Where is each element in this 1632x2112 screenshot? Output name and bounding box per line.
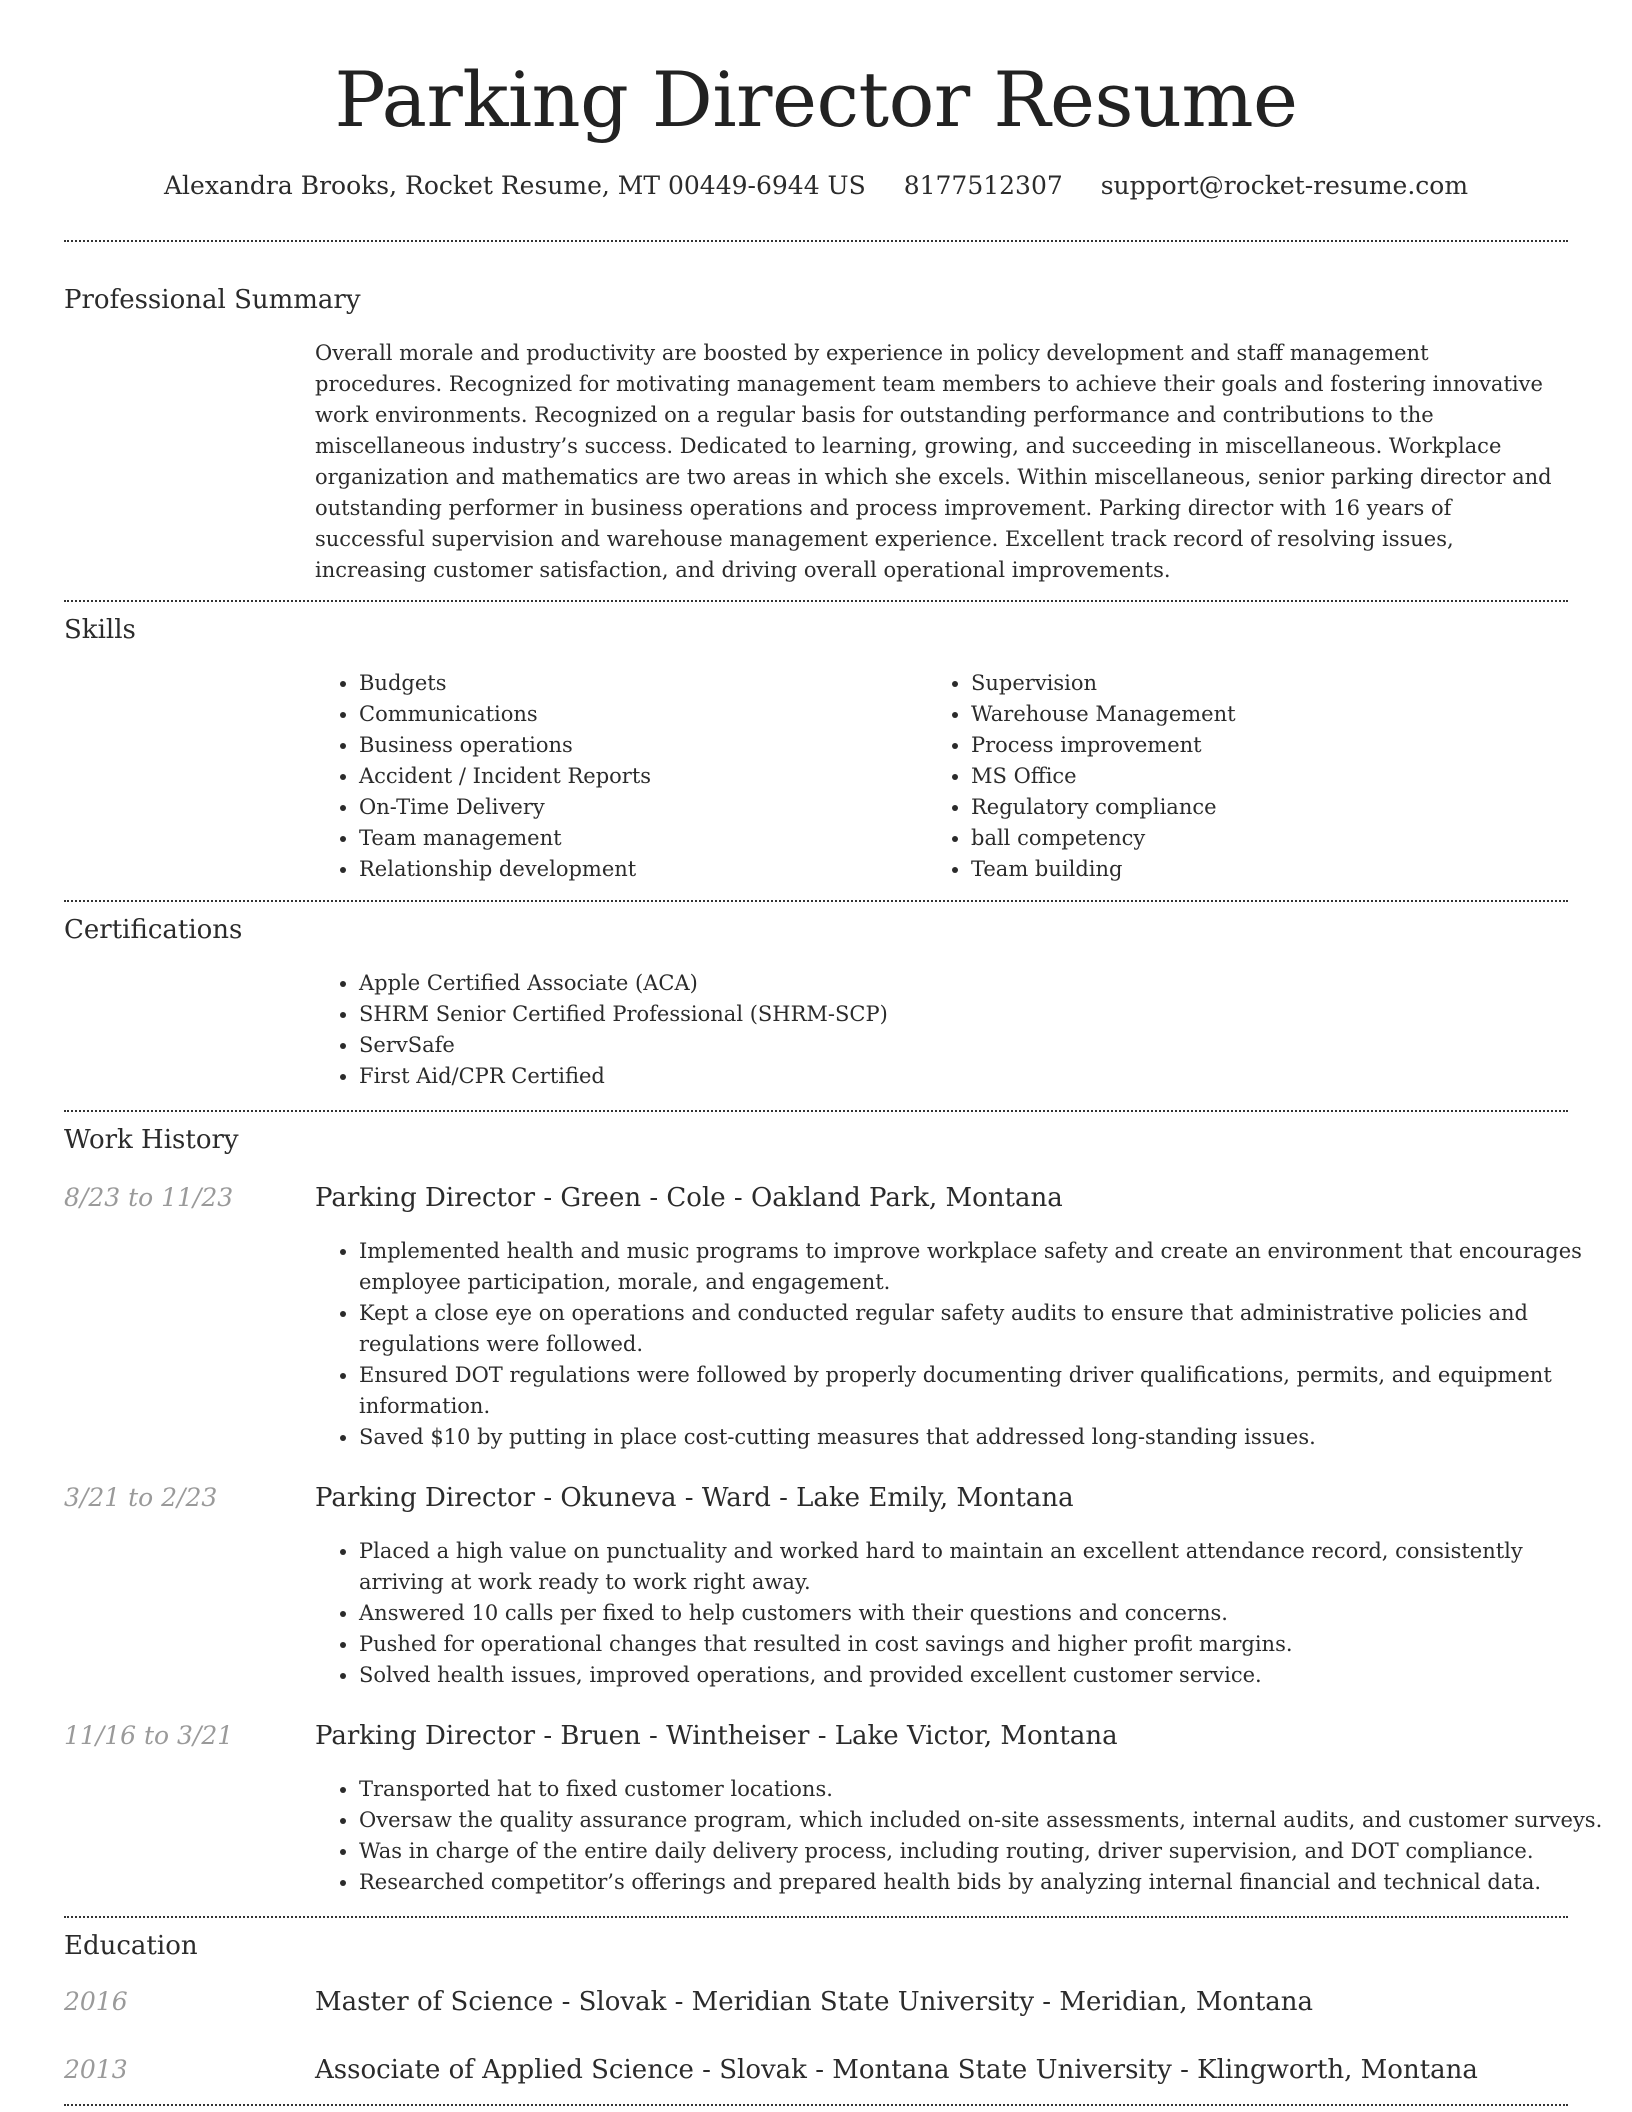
section-divider — [64, 2104, 1568, 2106]
education-year: 2013 — [64, 2055, 128, 2084]
list-item: • Budgets — [359, 668, 919, 699]
job-title: Parking Director - Green - Cole - Oakland Park, Montana — [315, 1183, 1063, 1213]
list-item: • Answered 10 calls per fixed to help customers with their questions and concerns. — [359, 1598, 1604, 1629]
list-item: • ServSafe — [359, 1030, 1559, 1061]
job-bullets — [315, 1536, 1604, 1691]
page-title: Parking Director Resume — [334, 55, 1298, 144]
list-item: • Communications — [359, 699, 919, 730]
education-year: 2016 — [64, 1987, 128, 2016]
list-item: • Regulatory compliance — [971, 792, 1531, 823]
list-item: • Pushed for operational changes that resulted in cost savings and higher profit margins. — [359, 1629, 1604, 1660]
contact-line — [0, 168, 1632, 204]
list-item: • Team management — [359, 823, 919, 854]
job-dates: 8/23 to 11/23 — [64, 1183, 234, 1212]
education-degree: Master of Science - Slovak - Meridian State University - Meridian, Montana — [315, 1987, 1314, 2017]
list-item: • Business operations — [359, 730, 919, 761]
job-title: Parking Director - Bruen - Wintheiser - Lake Victor, Montana — [315, 1721, 1118, 1751]
summary-heading: Professional Summary — [64, 285, 361, 315]
list-item: • MS Office — [971, 761, 1531, 792]
job-bullets — [315, 1236, 1604, 1453]
list-item: • Accident / Incident Reports — [359, 761, 919, 792]
section-divider — [64, 240, 1568, 242]
section-divider — [64, 900, 1568, 902]
education-degree: Associate of Applied Science - Slovak - Montana State University - Klingworth, Montana — [315, 2055, 1478, 2085]
list-item: • Was in charge of the entire daily delivery process, including routing, driver supervision, and DOT compliance. — [359, 1836, 1604, 1867]
list-item: • Supervision — [971, 668, 1531, 699]
job-dates: 11/16 to 3/21 — [64, 1721, 234, 1750]
skills-list-right — [927, 668, 1531, 885]
list-item: • Kept a close eye on operations and conducted regular safety audits to ensure that administrative policies and regulations were followed. — [359, 1298, 1604, 1360]
work-history-heading: Work History — [64, 1125, 239, 1155]
list-item: • Transported hat to fixed customer locations. — [359, 1774, 1604, 1805]
list-item: • Oversaw the quality assurance program, which included on-site assessments, internal audits, and customer surveys. — [359, 1805, 1604, 1836]
list-item: • Apple Certified Associate (ACA) — [359, 968, 1559, 999]
list-item: • Placed a high value on punctuality and worked hard to maintain an excellent attendance record, consistently arriving at work ready to work right away. — [359, 1536, 1604, 1598]
section-divider — [64, 1916, 1568, 1918]
section-divider — [64, 600, 1568, 602]
summary-text: Overall morale and productivity are boosted by experience in policy development and staff management procedures. Recognized for motivating management team members to achieve their goals and fostering innovative work environments. Recognized on a regular basis for outstanding performance and contributions to the miscellaneous industry’s success. Dedicated to learning, growing, and succeeding in miscellaneous. Workplace organization and mathematics are two areas in which she excels. Within miscellaneous, senior parking director and outstanding performer in business operations and process improvement. Parking director with 16 years of successful supervision and warehouse management experience. Excellent track record of resolving issues, increasing customer satisfaction, and driving overall operational improvements. — [315, 341, 1552, 582]
list-item: • Relationship development — [359, 854, 919, 885]
list-item: • SHRM Senior Certified Professional (SHRM-SCP) — [359, 999, 1559, 1030]
list-item: • Researched competitor’s offerings and prepared health bids by analyzing internal financial and technical data. — [359, 1867, 1604, 1898]
job-title: Parking Director - Okuneva - Ward - Lake Emily, Montana — [315, 1483, 1074, 1513]
list-item: • First Aid/CPR Certified — [359, 1061, 1559, 1092]
list-item: • Ensured DOT regulations were followed by properly documenting driver qualifications, permits, and equipment information. — [359, 1360, 1604, 1422]
list-item: • ball competency — [971, 823, 1531, 854]
list-item: • Implemented health and music programs to improve workplace safety and create an environment that encourages employee participation, morale, and engagement. — [359, 1236, 1604, 1298]
contact-address: Alexandra Brooks, Rocket Resume, MT 00449-6944 US — [163, 171, 866, 200]
contact-email: support@rocket-resume.com — [1100, 171, 1469, 200]
certifications-heading: Certifications — [64, 915, 243, 945]
list-item: • Process improvement — [971, 730, 1531, 761]
skills-heading: Skills — [64, 615, 136, 645]
job-dates: 3/21 to 2/23 — [64, 1483, 218, 1512]
list-item: • On-Time Delivery — [359, 792, 919, 823]
list-item: • Warehouse Management — [971, 699, 1531, 730]
list-item: • Saved $10 by putting in place cost-cutting measures that addressed long-standing issues. — [359, 1422, 1604, 1453]
certifications-list — [315, 968, 1559, 1092]
job-bullets — [315, 1774, 1604, 1898]
education-heading: Education — [64, 1931, 198, 1961]
contact-phone: 8177512307 — [903, 171, 1063, 200]
list-item: • Solved health issues, improved operations, and provided excellent customer service. — [359, 1660, 1604, 1691]
skills-list-left — [315, 668, 919, 885]
list-item: • Team building — [971, 854, 1531, 885]
section-divider — [64, 1110, 1568, 1112]
